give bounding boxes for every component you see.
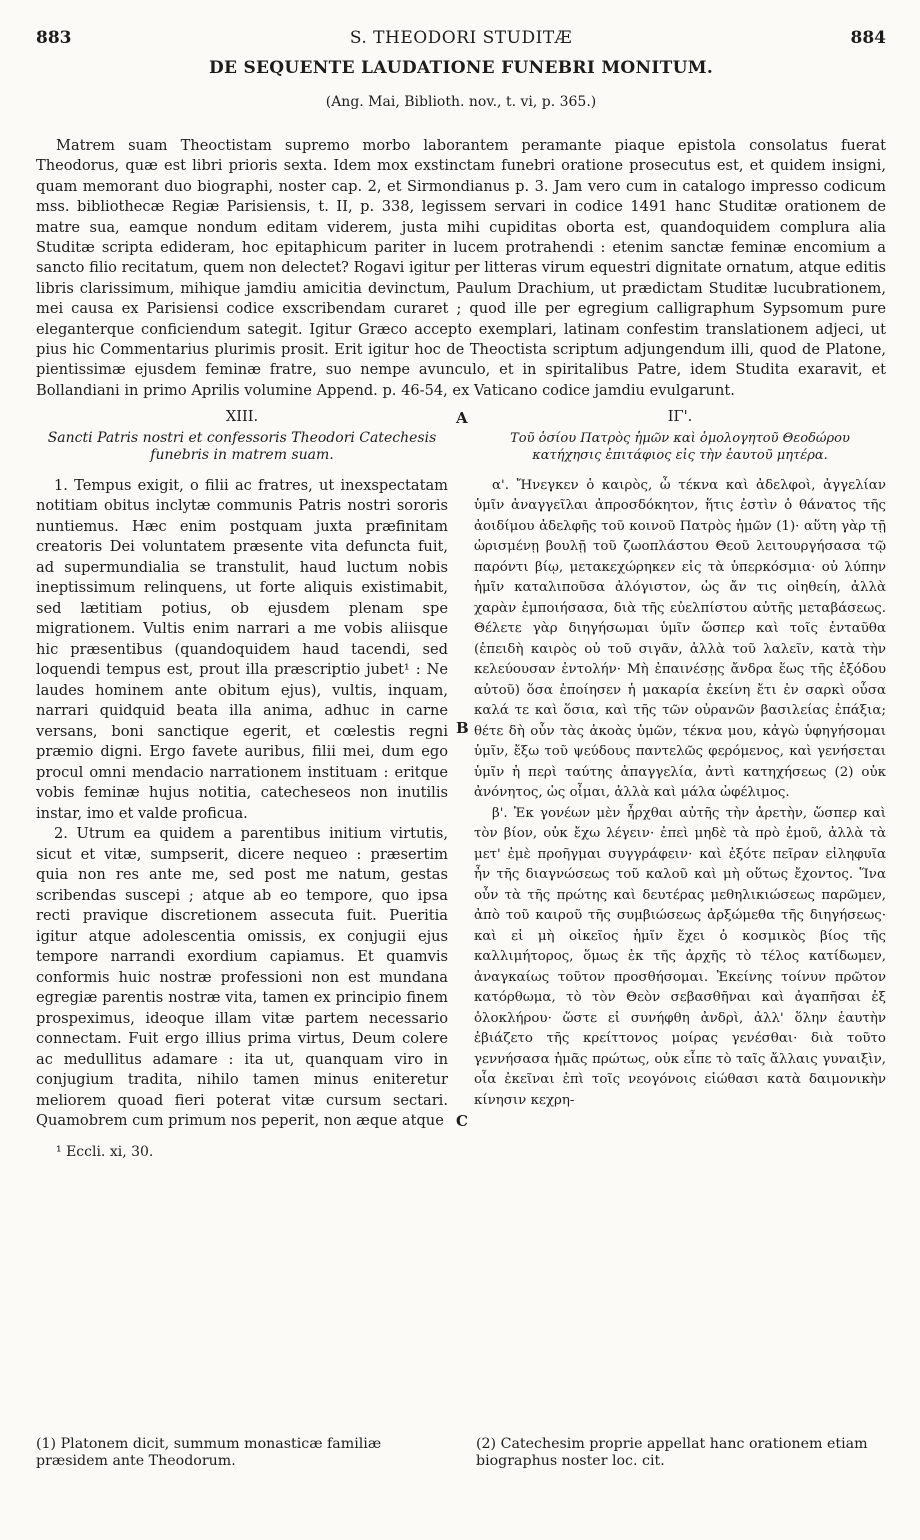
latin-paragraph-2: 2. Utrum ea quidem a parentibus initium virtutis, sicut et vitæ, sumpserit, dicere nequeo : præsertim quia non res ante me, sed post me natum, gestas scribendas suscepi ; atque ab eo tempore, quo ipsa recti pravique discretionem assecuta fuit. Pueritia igitur atque adolescentia omissis, ex conjugii ejus tempore narrandi exordium capiamus. Et quamvis conformis huic nostræ professioni non est mundana egregiæ parentis nostræ vita, tamen ex principio finem prospeximus, ideoque illam vitæ partem necessario connectam. Fuit ergo illius prima virtus, Deum colere ac medullitus adamare : ita ut, quanquam viro in conjugium tradita, nihilo tamen minus eniteretur meliorem quoad fieri poterat vitæ cursum sectari. Quamobrem cum primum nos peperit, non æque atque	[36, 825, 448, 1130]
footnote-2: (2) Catechesim proprie appellat hanc orationem etiam biographus noster loc. cit.	[476, 1436, 868, 1469]
column-number-right: 884	[850, 28, 886, 48]
greek-subtitle: Τοῦ ὁσίου Πατρὸς ἡμῶν καὶ ὁμολογητοῦ Θεοδώρου κατήχησις ἐπιτάφιος εἰς τὴν ἑαυτοῦ μητέρα.	[510, 430, 850, 463]
margin-marker-c: C	[456, 1112, 468, 1131]
source-note: (Ang. Mai, Biblioth. nov., t. vi, p. 365.)	[325, 94, 597, 110]
greek-heading: ΙΓ'.	[667, 408, 693, 426]
greek-paragraph-2: β'. Ἐκ γονέων μὲν ἦρχθαι αὐτῆς τὴν ἀρετὴν, ὥσπερ καὶ τὸν βίον, οὐκ ἔχω λέγειν· ἐπεὶ μηδὲ τὰ πρὸ ἐμοῦ, ἀλλὰ τὰ μετ' ἐμὲ προῆγμαι συγγράφειν· καὶ ἐξότε πεῖραν εἰληφυῖα ἦν τῆς διαγνώσεως τοῦ καλοῦ καὶ μὴ οὕτως ἔχοντος. Ἵνα οὖν τὰ τῆς πρώτης καὶ δευτέρας μεθηλικιώσεως παρῶμεν, ἀπὸ τοῦ καιροῦ τῆς συμβιώσεως ἀρξώμεθα τῆς διηγήσεως· καὶ εἰ μὴ οἰκεῖος ἡμῖν ἔχει ὁ κοσμικὸς βίος τῆς καλλιμήτορος, ὅμως ἐκ τῆς ἀρχῆς τὸ τέλος κατίδωμεν, ἀναγκαίως τοῦτον προσθήσομαι. Ἐκείνης τοίνυν πρῶτον κατόρθωμα, τὸ τὸν Θεὸν σεβασθῆναι καὶ ἀγαπῆσαι ἐξ ὁλοκλήρου· ὥστε εἰ συνήφθη ἀνδρὶ, ἀλλ' ὅλην ἑαυτὴν ἐβιάζετο τῆς κρείττονος μοίρας γενέσθαι· διὰ τοῦτο γεννήσασα ἡμᾶς πρώτως, οὐκ εἶπε τὸ ταῖς ἄλλαις γυναιξὶν, οἷα ἐκεῖναι ἐπὶ τοῖς νεογόνοις εἰώθασι κατὰ δαιμονικὴν κίνησιν κεχρη-	[474, 805, 886, 1108]
running-head	[36, 28, 886, 54]
latin-heading: XIII.	[225, 408, 259, 426]
latin-paragraph-1: 1. Tempus exigit, o filii ac fratres, ut inexspectatam notitiam obitus inclytæ communis Patris nostri sororis nuntiemus. Hæc enim postquam juxta præfinitam creatoris Dei voluntatem præsente vita defuncta fuit, ad supermundialia se transtulit, haud luctum nobis ineptissimum relinquens, ut forte aliquis existimabit, sed lætitiam potius, ob ejusdem plenam spe migrationem. Vultis enim narrari a me vobis aliisque hic præsentibus (quandoquidem haud tacendi, sed loquendi tempus est, prout illa præscriptio jubet¹ : Ne laudes hominem ante obitum ejus), vultis, inquam, narrari quidquid beata illa anima, adhuc in carne versans, boni sanctique egerit, et cœlestis regni præmio digni. Ergo favete auribus, filii mei, dum ego procul omni mendacio narrationem instituam : eritque vobis feminæ hujus notitia, catecheseos non inutilis instar, imo et valde proficua.	[36, 476, 448, 822]
footnotes	[36, 1436, 886, 1470]
greek-column	[474, 407, 886, 1162]
margin-marker-b: B	[456, 719, 469, 738]
footnote-1: (1) Platonem dicit, summum monasticæ familiæ præsidem ante Theodorum.	[36, 1436, 382, 1469]
margin-marker-a: A	[456, 409, 468, 428]
bible-reference: ¹ Eccli. xi, 30.	[56, 1143, 154, 1160]
page	[36, 28, 886, 1162]
greek-paragraph-1: α'. Ἤνεγκεν ὁ καιρὸς, ὦ τέκνα καὶ ἀδελφοὶ, ἀγγελίαν ὑμῖν ἀναγγεῖλαι ἀπροσδόκητον, ἥτις ἐστὶν ὁ θάνατος τῆς ἀοιδίμου ἀδελφῆς τοῦ κοινοῦ Πατρὸς ἡμῶν (1)· αὕτη γὰρ τῇ ὡρισμένῃ βουλῇ τοῦ ζωοπλάστου Θεοῦ λειτουργήσασα τῷ παρόντι βίῳ, μετακεχώρηκεν εἰς τὰ ὑπερκόσμια· οὐ λύπην ἡμῖν καταλιποῦσα ἀλόγιστον, ὡς ἄν τις οἰηθείη, ἀλλὰ χαρὰν ἐμποιήσασα, διὰ τῆς εὐελπίστου αὐτῆς μεταβάσεως. Θέλετε γὰρ διηγήσωμαι ὑμῖν ὥσπερ καὶ τοῖς ἐνταῦθα (ἐπειδὴ καιρὸς οὐ τοῦ σιγᾶν, ἀλλὰ τοῦ λαλεῖν, κατὰ τὴν κελεύουσαν ἐντολήν· Μὴ ἐπαινέσῃς ἄνδρα ἕως τῆς ἐξόδου αὐτοῦ) ὅσα ἐποίησεν ἡ μακαρία ἐκείνη ἔτι ἐν σαρκὶ οὖσα καλά τε καὶ ὅσια, καὶ τῆς τῶν οὐρανῶν βασιλείας ἐπάξια; θέτε δὴ οὖν τὰς ἀκοὰς ὑμῶν, τέκνα μου, κἀγὼ ὑφηγήσομαι ὑμῖν, ἔξω τοῦ ψεύδους παντελῶς φερόμενος, καὶ γενήσεται ὑμῖν ἡ περὶ ταύτης ἀπαγγελία, ἀντὶ κατηχήσεως (2) οὐκ ἀνόνητος, ὡς οἶμαι, ἀλλὰ καὶ μάλα ὠφέλιμος.	[474, 477, 886, 801]
running-title: S. THEODORI STUDITÆ	[349, 28, 573, 48]
column-number-left: 883	[36, 28, 72, 48]
monitum-title: DE SEQUENTE LAUDATIONE FUNEBRI MONITUM.	[208, 58, 714, 78]
latin-column	[36, 407, 448, 1162]
intro-paragraph: Matrem suam Theoctistam supremo morbo laborantem peramante piaque epistola consolatus fuerat Theodorus, quæ est libri prioris sexta. Idem mox exstinctam funebri oratione prosecutus est, et quidem insigni, quam memorant duo biographi, noster cap. 2, et Sirmondianus p. 3. Jam vero cum in catalogo impresso codicum mss. bibliothecæ Regiæ Parisiensis, t. II, p. 338, legissem servari in codice 1491 hanc Studitæ orationem de matre sua, eamque nondum editam viderem, justa mihi cupiditas oborta est, quandoquidem complura alia Studitæ scripta edideram, hoc epitaphicum pariter in lucem protrahendi : etenim sanctæ feminæ encomium a sancto filio recitatum, quem non delectet? Rogavi igitur per litteras virum equestri dignitate ornatum, atque editis libris clarissimum, mihique jamdiu amicitia devinctum, Paulum Drachium, ut prædictam Studitæ lucubrationem, mei causa ex Parisiensi codice exscribendam curaret ; quod ille per egregium calligraphum Sypsomum pure eleganterque conficiendum sategit. Igitur Græco accepto exemplari, latinam confestim translationem adjeci, ut pius hic Commentarius plurimis prosit. Erit igitur hoc de Theoctista scriptum adjungendum illi, quod de Platone, pientissimæ ejusdem feminæ fratre, suo nempe avunculo, et in spiritalibus Patre, idem Studita exaravit, et Bollandiani in primo Aprilis volumine Append. p. 46-54, ex Vaticano codice jamdiu evulgarunt.	[36, 137, 886, 399]
latin-subtitle: Sancti Patris nostri et confessoris Theodori Catechesis funebris in matrem suam.	[47, 429, 437, 463]
two-column-body	[36, 407, 886, 1162]
